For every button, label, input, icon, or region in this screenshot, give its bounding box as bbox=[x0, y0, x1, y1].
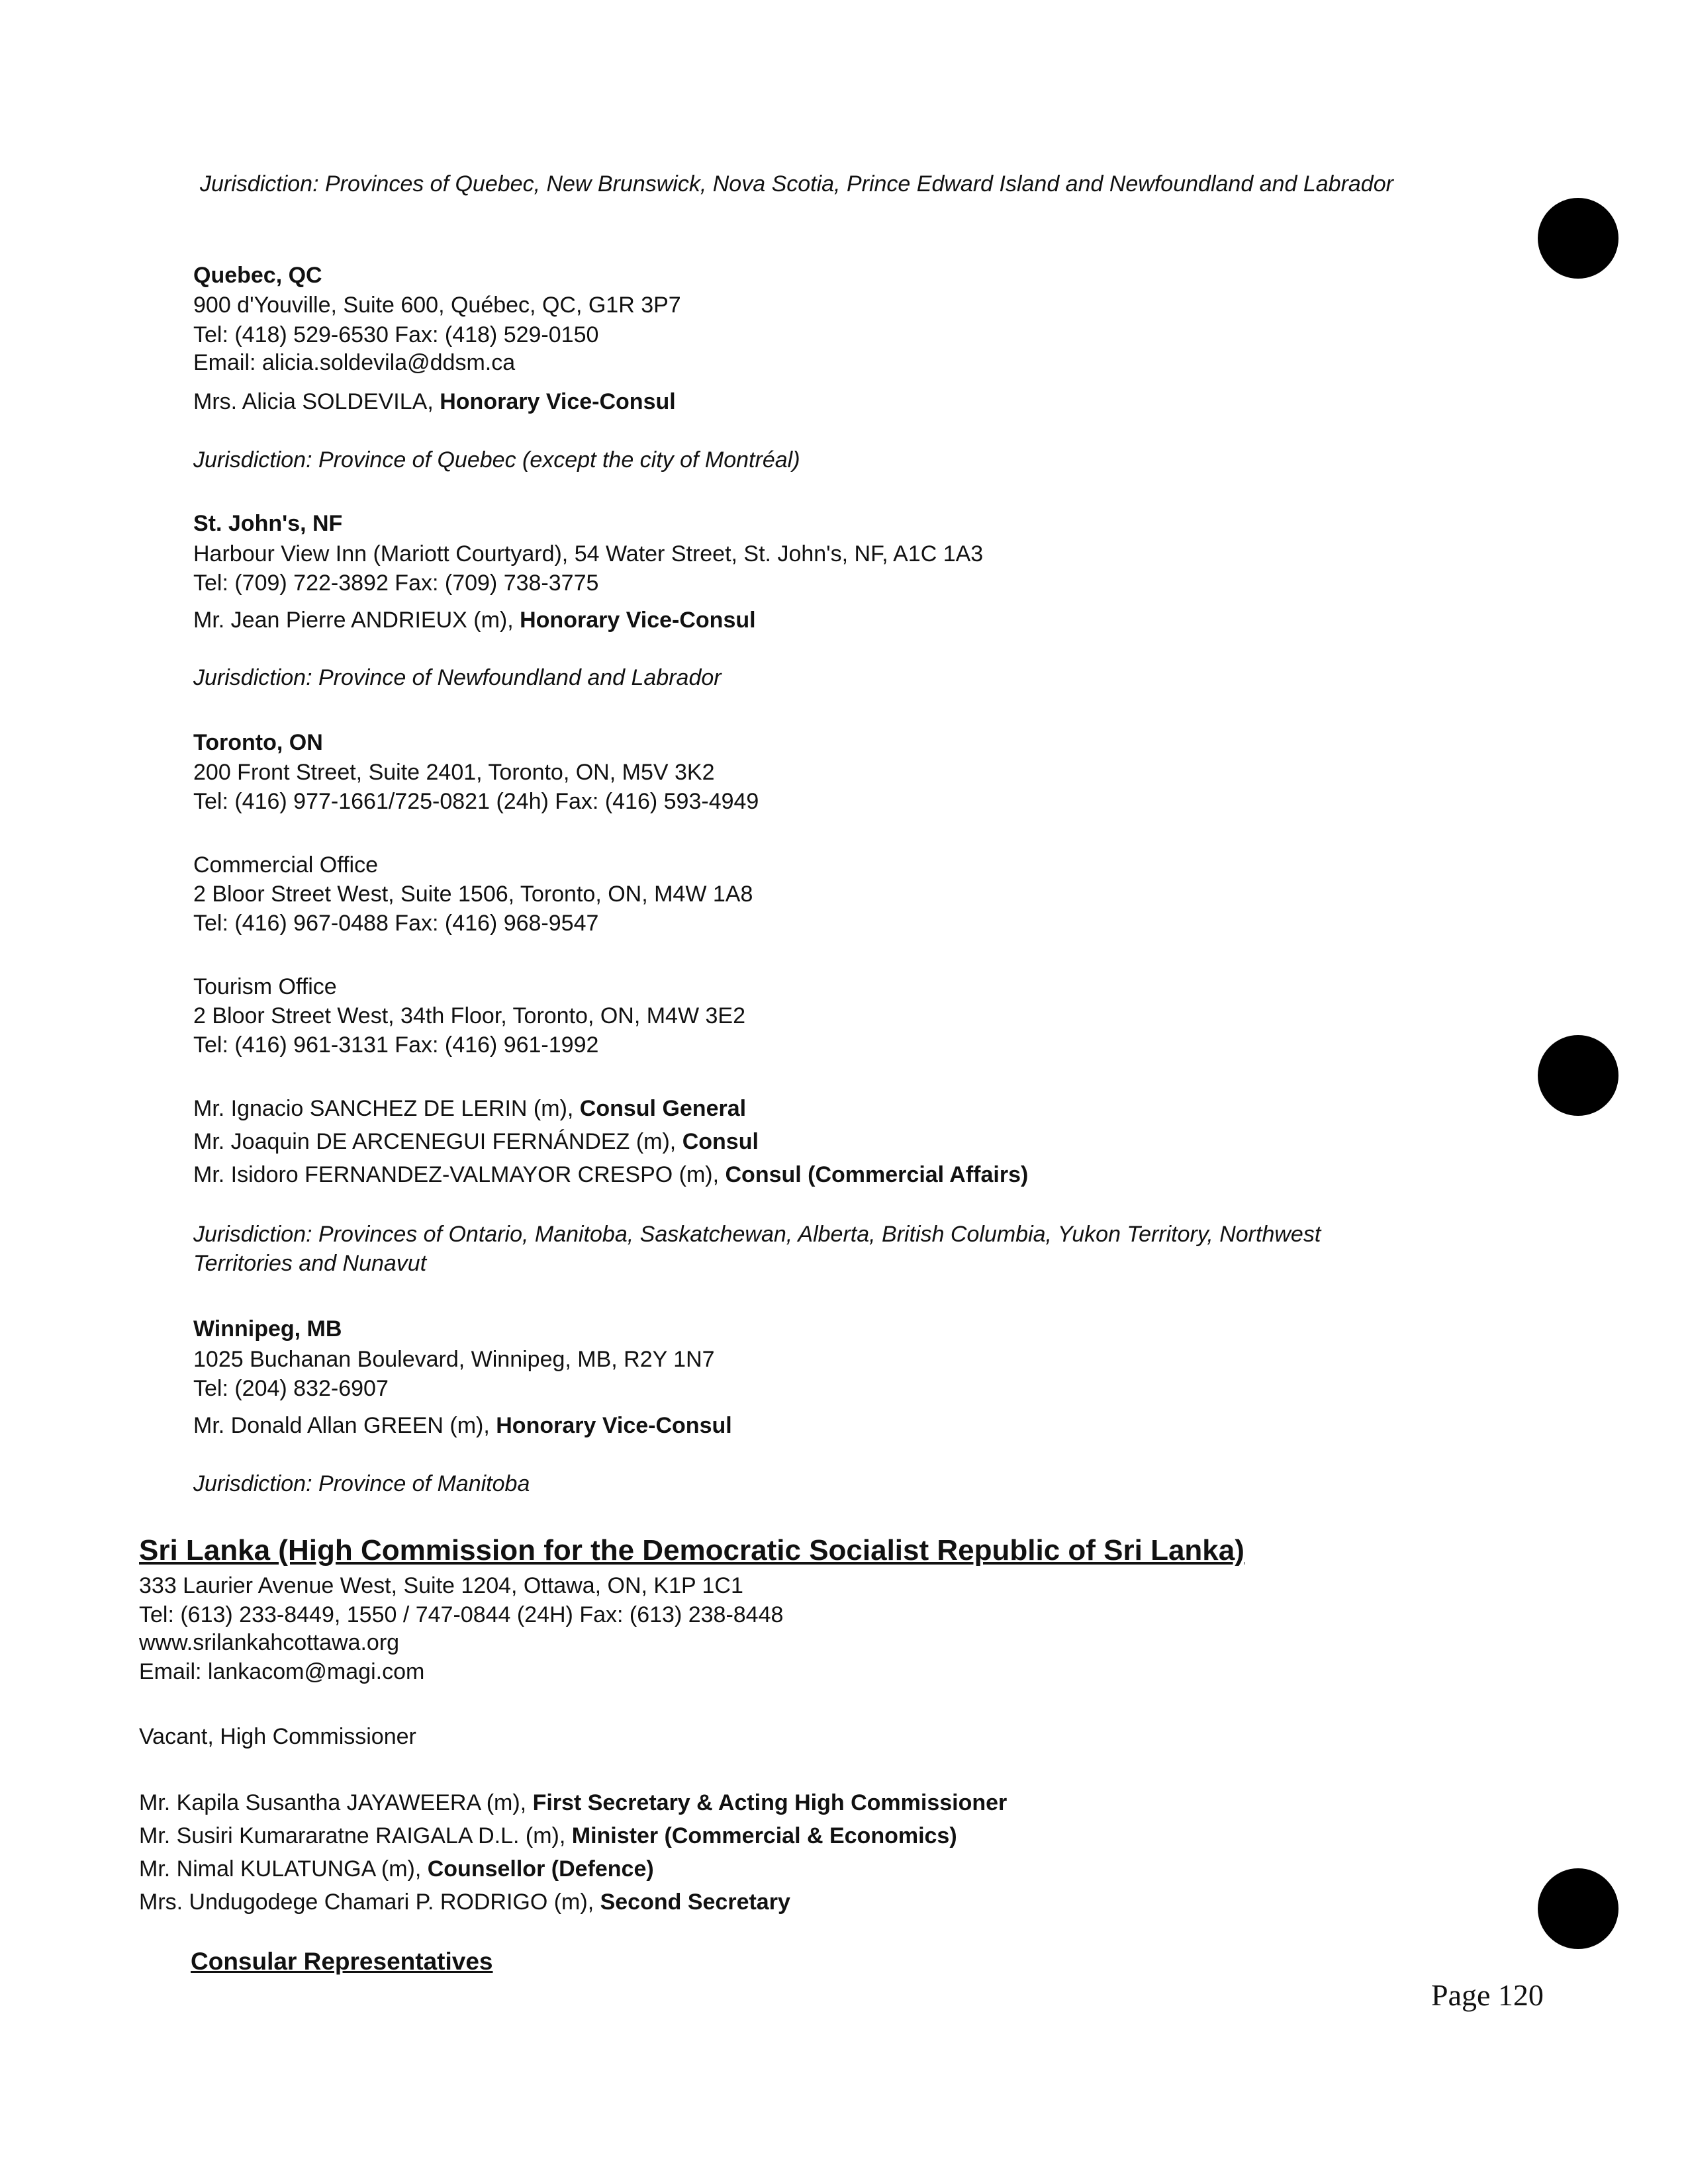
tel-line: Tel: (204) 832-6907 bbox=[193, 1376, 389, 1401]
address-line: Harbour View Inn (Mariott Courtyard), 54 Water Street, St. John's, NF, A1C 1A3 bbox=[193, 541, 984, 567]
country-heading-sri-lanka: Sri Lanka (High Commission for the Democratic Socialist Republic of Sri Lanka) bbox=[139, 1534, 1244, 1567]
official-name: Mrs. Alicia SOLDEVILA, bbox=[193, 389, 440, 414]
tel-line: Tel: (613) 233-8449, 1550 / 747-0844 (24H) Fax: (613) 238-8448 bbox=[139, 1602, 784, 1627]
jurisdiction-line: Jurisdiction: Province of Manitoba bbox=[193, 1471, 530, 1496]
tel-line: Tel: (709) 722-3892 Fax: (709) 738-3775 bbox=[193, 570, 599, 596]
website-line: www.srilankahcottawa.org bbox=[139, 1630, 400, 1655]
official-line bbox=[139, 1889, 790, 1915]
address-line: 200 Front Street, Suite 2401, Toronto, ON, M5V 3K2 bbox=[193, 760, 715, 785]
official-line bbox=[193, 388, 676, 415]
address-line: 333 Laurier Avenue West, Suite 1204, Ottawa, ON, K1P 1C1 bbox=[139, 1573, 743, 1598]
official-name: Mr. Isidoro FERNANDEZ-VALMAYOR CRESPO (m), bbox=[193, 1162, 726, 1187]
official-line bbox=[139, 1856, 654, 1882]
official-title: Second Secretary bbox=[600, 1889, 790, 1915]
official-title: Counsellor (Defence) bbox=[427, 1856, 654, 1882]
official-name: Mr. Ignacio SANCHEZ DE LERIN (m), bbox=[193, 1096, 580, 1121]
official-name: Mr. Nimal KULATUNGA (m), bbox=[139, 1856, 428, 1882]
jurisdiction-line: Jurisdiction: Provinces of Ontario, Manitoba, Saskatchewan, Alberta, British Columbia, Yukon Territory, Northwest bbox=[193, 1222, 1321, 1247]
tel-line: Tel: (416) 977-1661/725-0821 (24h) Fax: (416) 593-4949 bbox=[193, 789, 759, 814]
city-heading-winnipeg: Winnipeg, MB bbox=[193, 1316, 342, 1342]
official-title: Minister (Commercial & Economics) bbox=[571, 1823, 957, 1848]
official-line bbox=[139, 1790, 1007, 1816]
punch-hole-middle bbox=[1538, 1035, 1618, 1116]
address-line: 1025 Buchanan Boulevard, Winnipeg, MB, R2Y 1N7 bbox=[193, 1347, 715, 1372]
official-name: Mr. Jean Pierre ANDRIEUX (m), bbox=[193, 608, 520, 633]
official-title: Consul General bbox=[579, 1096, 747, 1121]
official-line bbox=[193, 607, 756, 633]
official-line bbox=[139, 1823, 957, 1849]
city-heading-toronto: Toronto, ON bbox=[193, 730, 323, 755]
official-name: Mr. Joaquin DE ARCENEGUI FERNÁNDEZ (m), bbox=[193, 1129, 682, 1154]
email-line: Email: alicia.soldevila@ddsm.ca bbox=[193, 350, 516, 375]
office-label: Tourism Office bbox=[193, 974, 337, 999]
address-line: 900 d'Youville, Suite 600, Québec, QC, G1R 3P7 bbox=[193, 293, 681, 318]
official-title: Honorary Vice-Consul bbox=[496, 1413, 732, 1438]
official-title: Honorary Vice-Consul bbox=[520, 608, 756, 633]
address-line: 2 Bloor Street West, Suite 1506, Toronto, ON, M4W 1A8 bbox=[193, 882, 753, 907]
tel-line: Tel: (416) 961-3131 Fax: (416) 961-1992 bbox=[193, 1032, 599, 1058]
official-line bbox=[193, 1128, 759, 1155]
page-number: Page 120 bbox=[1431, 1978, 1544, 2012]
official-title: Consul (Commercial Affairs) bbox=[725, 1162, 1029, 1187]
tel-line: Tel: (418) 529-6530 Fax: (418) 529-0150 bbox=[193, 322, 599, 347]
official-name: Mr. Kapila Susantha JAYAWEERA (m), bbox=[139, 1790, 533, 1815]
jurisdiction-line: Jurisdiction: Province of Quebec (except the city of Montréal) bbox=[193, 447, 800, 473]
consular-representatives-heading: Consular Representatives bbox=[191, 1948, 493, 1975]
official-name: Mrs. Undugodege Chamari P. RODRIGO (m), bbox=[139, 1889, 600, 1915]
city-heading-st-johns: St. John's, NF bbox=[193, 511, 343, 536]
official-name: Mr. Susiri Kumararatne RAIGALA D.L. (m), bbox=[139, 1823, 572, 1848]
official-title: Consul bbox=[682, 1129, 759, 1154]
official-name: Mr. Donald Allan GREEN (m), bbox=[193, 1413, 496, 1438]
jurisdiction-line: Jurisdiction: Provinces of Quebec, New Brunswick, Nova Scotia, Prince Edward Island and Newfoundland and Labrador bbox=[200, 171, 1393, 197]
city-heading-quebec: Quebec, QC bbox=[193, 263, 322, 288]
official-title: First Secretary & Acting High Commissioner bbox=[532, 1790, 1008, 1815]
jurisdiction-line: Territories and Nunavut bbox=[193, 1251, 427, 1276]
address-line: 2 Bloor Street West, 34th Floor, Toronto, ON, M4W 3E2 bbox=[193, 1003, 745, 1028]
punch-hole-top bbox=[1538, 198, 1618, 279]
official-line bbox=[193, 1412, 732, 1439]
tel-line: Tel: (416) 967-0488 Fax: (416) 968-9547 bbox=[193, 911, 599, 936]
office-label: Commercial Office bbox=[193, 852, 378, 878]
official-line bbox=[193, 1161, 1028, 1188]
email-line: Email: lankacom@magi.com bbox=[139, 1659, 425, 1684]
punch-hole-bottom bbox=[1538, 1868, 1618, 1949]
official-title: Honorary Vice-Consul bbox=[440, 389, 676, 414]
vacant-line: Vacant, High Commissioner bbox=[139, 1724, 416, 1749]
official-line bbox=[193, 1095, 746, 1122]
jurisdiction-line: Jurisdiction: Province of Newfoundland and Labrador bbox=[193, 665, 722, 690]
